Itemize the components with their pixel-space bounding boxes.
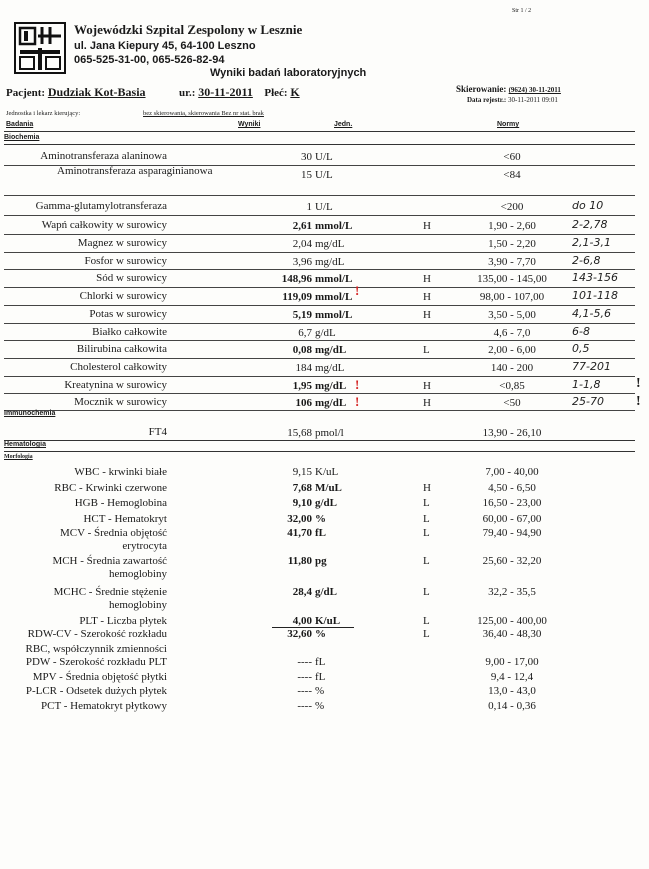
test-name: MCH - Średnia zawartość hemoglobiny: [52, 555, 167, 580]
test-norm: 125,00 - 400,00: [477, 615, 547, 627]
test-name: Aminotransferaza asparaginianowa: [57, 165, 213, 177]
handwritten-note: 2-6,8: [572, 254, 601, 267]
table-row: [0, 324, 649, 341]
test-name: RBC, współczynnik zmienności: [25, 643, 167, 655]
test-flag: H: [423, 309, 431, 321]
table-row: [0, 288, 649, 306]
test-name: P-LCR - Odsetek dużych płytek: [25, 685, 167, 697]
handwritten-note: 4,1-5,6: [572, 307, 611, 320]
test-unit: U/L: [315, 169, 333, 181]
test-result: 6,7: [298, 327, 312, 339]
header-divider: [4, 131, 635, 132]
test-result: ----: [297, 685, 312, 697]
test-name: MCV - Średnia objętość erytrocyta: [59, 527, 167, 552]
table-row: [0, 270, 649, 288]
table-row: [0, 148, 649, 166]
test-name: RDW-CV - Szerokość rozkładu: [27, 628, 167, 640]
handwritten-note: 2-2,78: [572, 218, 608, 231]
test-norm: 16,50 - 23,00: [482, 497, 542, 509]
test-norm: 7,00 - 40,00: [485, 466, 539, 478]
test-flag: L: [423, 344, 430, 356]
red-exclamation-mark: !: [355, 377, 360, 392]
test-name: PLT - Liczba płytek: [79, 615, 167, 627]
test-unit: g/dL: [315, 586, 338, 598]
black-exclamation-mark: !: [636, 376, 641, 391]
handwritten-note: 25-70: [572, 395, 604, 408]
test-unit: mg/dL: [315, 238, 345, 250]
test-result: 7,68: [292, 482, 312, 494]
test-flag: L: [423, 615, 430, 627]
divider: [4, 440, 635, 441]
handwritten-note: 1-1,8: [572, 378, 601, 391]
test-name: Wapń całkowity w surowicy: [41, 219, 167, 231]
test-flag: H: [423, 482, 431, 494]
handwritten-note: 143-156: [572, 271, 618, 284]
test-unit: %: [315, 628, 326, 640]
section-biochemistry: Biochemia: [4, 134, 40, 141]
table-row: [0, 235, 649, 253]
document-title: Wyniki badań laboratoryjnych: [210, 67, 367, 79]
column-header-results: Wyniki: [238, 121, 261, 128]
test-name: RBC - Krwinki czerwone: [54, 482, 167, 494]
test-result: 32,60: [287, 628, 312, 640]
test-name: MCHC - Średnie stężenie hemoglobiny: [53, 586, 167, 611]
test-name: Aminotransferaza alaninowa: [40, 150, 167, 162]
test-name: Chlorki w surowicy: [79, 290, 167, 302]
test-norm: 0,14 - 0,36: [488, 700, 536, 712]
column-header-units: Jedn.: [334, 121, 353, 128]
test-norm: 4,6 - 7,0: [493, 327, 531, 339]
column-header-norms: Normy: [497, 121, 520, 128]
test-unit: fL: [315, 527, 326, 539]
referring-unit-label: Jednostka i lekarz kierujący:: [6, 110, 81, 117]
registration-value: 30-11-2011 09:01: [508, 96, 558, 104]
registration-date: [467, 96, 558, 104]
column-header-tests: Badania: [6, 121, 34, 128]
test-flag: L: [423, 527, 430, 539]
test-norm: 25,60 - 32,20: [482, 555, 542, 567]
table-row: [0, 341, 649, 359]
test-name: MPV - Średnia objętość płytki: [32, 671, 167, 683]
test-unit: %: [315, 513, 326, 525]
hospital-address: ul. Jana Kiepury 45, 64-100 Leszno: [74, 40, 256, 52]
test-unit: mmol/L: [315, 309, 353, 321]
test-name: Kreatynina w surowicy: [64, 379, 167, 391]
red-exclamation-mark: !: [355, 394, 360, 409]
test-result: 30: [301, 151, 312, 163]
test-norm: 3,90 - 7,70: [488, 256, 536, 268]
red-exclamation-mark: !: [355, 283, 360, 298]
test-unit: mg/dL: [315, 397, 347, 409]
divider: [4, 144, 635, 145]
test-norm: 4,50 - 6,50: [488, 482, 536, 494]
test-norm: 9,4 - 12,4: [490, 671, 534, 683]
patient-sex: K: [290, 85, 300, 99]
dob-label: ur.:: [179, 87, 196, 99]
handwritten-note: 77-201: [572, 360, 611, 373]
test-flag: H: [423, 220, 431, 232]
test-name: Mocznik w surowicy: [74, 396, 167, 408]
handwritten-note: do 10: [572, 199, 604, 212]
test-result: 28,4: [292, 586, 312, 598]
page-number: Str 1 / 2: [512, 8, 532, 14]
table-row: [0, 217, 649, 235]
test-name: Fosfor w surowicy: [84, 255, 167, 267]
test-result: 2,04: [292, 238, 312, 250]
test-unit: U/L: [315, 151, 333, 163]
test-unit: g/dL: [315, 497, 338, 509]
table-row: [0, 306, 649, 324]
test-name: Cholesterol całkowity: [70, 361, 167, 373]
test-name: PDW - Szerokość rozkładu PLT: [25, 656, 167, 668]
test-name: Potas w surowicy: [89, 308, 167, 320]
test-unit: mg/dL: [315, 362, 345, 374]
test-unit: %: [315, 685, 325, 697]
test-result: ----: [297, 656, 312, 668]
test-result: 32,00: [287, 513, 312, 525]
test-norm: <200: [500, 201, 524, 213]
patient-name: Dudziak Kot-Basia: [47, 85, 146, 99]
test-name: Bilirubina całkowita: [76, 343, 167, 355]
test-name: Sód w surowicy: [96, 272, 167, 284]
sex-label: Płeć:: [264, 87, 288, 99]
test-result: 4,00: [292, 615, 312, 627]
test-norm: 9,00 - 17,00: [485, 656, 539, 668]
handwritten-note: 0,5: [572, 342, 590, 355]
patient-line: [6, 85, 300, 100]
test-norm: <84: [503, 169, 521, 181]
row-divider: [4, 195, 635, 196]
test-result: 15,68: [287, 427, 312, 439]
test-result: 9,15: [292, 466, 312, 478]
test-norm: 32,2 - 35,5: [488, 586, 536, 598]
test-unit: mg/dL: [315, 380, 347, 392]
test-flag: L: [423, 513, 430, 525]
test-result: 148,96: [281, 273, 312, 285]
test-norm: 2,00 - 6,00: [488, 344, 536, 356]
test-unit: pmol/l: [315, 427, 344, 439]
test-norm: 79,40 - 94,90: [482, 527, 542, 539]
test-name: PCT - Hematokryt płytkowy: [41, 700, 167, 712]
test-norm: 13,0 - 43,0: [488, 685, 536, 697]
test-unit: K/uL: [315, 466, 339, 478]
test-unit: mg/dL: [315, 344, 347, 356]
test-flag: H: [423, 397, 431, 409]
test-flag: H: [423, 380, 431, 392]
test-norm: <0,85: [499, 380, 525, 392]
test-flag: H: [423, 273, 431, 285]
test-unit: fL: [315, 656, 326, 668]
test-unit: mg/dL: [315, 256, 345, 268]
test-unit: K/uL: [315, 615, 341, 627]
test-unit: fL: [315, 671, 326, 683]
test-unit: M/uL: [315, 482, 342, 494]
test-name: Białko całkowite: [92, 326, 167, 338]
test-result: 11,80: [287, 555, 312, 567]
patient-dob: 30-11-2011: [198, 85, 253, 99]
test-result: 41,70: [287, 527, 312, 539]
test-result: 0,08: [292, 344, 312, 356]
test-norm: 13,90 - 26,10: [482, 427, 542, 439]
table-row: [0, 253, 649, 270]
test-norm: <50: [503, 397, 521, 409]
table-row: [0, 166, 649, 196]
row-divider: [4, 215, 635, 216]
divider: [4, 451, 635, 452]
section-immunochemistry: Immunochemia: [4, 410, 56, 417]
test-flag: H: [423, 291, 431, 303]
test-flag: L: [423, 628, 430, 640]
test-result: 184: [295, 362, 312, 374]
test-unit: %: [315, 700, 325, 712]
row-divider: [4, 410, 635, 411]
test-result: ----: [297, 700, 312, 712]
underline-mark: [272, 627, 354, 628]
referral-value: (9624) 30-11-2011: [508, 86, 561, 94]
test-name: Gamma-glutamylotransferaza: [35, 200, 167, 212]
test-norm: 1,50 - 2,20: [488, 238, 536, 250]
test-norm: 60,00 - 67,00: [482, 513, 542, 525]
test-norm: <60: [503, 151, 521, 163]
test-name: WBC - krwinki białe: [74, 466, 167, 478]
test-unit: mmol/L: [315, 291, 353, 303]
test-result: ----: [297, 671, 312, 683]
hospital-logo-icon: [14, 22, 66, 74]
referral-label: Skierowanie:: [456, 84, 507, 94]
black-exclamation-mark: !: [636, 394, 641, 409]
test-result: 1: [306, 201, 312, 213]
test-result: 106: [295, 397, 312, 409]
table-row: [0, 377, 649, 394]
table-row: [0, 394, 649, 411]
test-result: 1,95: [292, 380, 312, 392]
test-result: 15: [301, 169, 312, 181]
test-flag: L: [423, 555, 430, 567]
test-unit: U/L: [315, 201, 333, 213]
test-result: 3,96: [292, 256, 312, 268]
test-name: HCT - Hematokryt: [83, 513, 167, 525]
test-flag: L: [423, 586, 430, 598]
test-result: 2,61: [292, 220, 312, 232]
hospital-name: Wojewódzki Szpital Zespolony w Lesznie: [74, 22, 303, 37]
test-name: FT4: [148, 426, 167, 438]
test-norm: 135,00 - 145,00: [477, 273, 547, 285]
referral: [456, 84, 561, 94]
test-result: 9,10: [292, 497, 312, 509]
test-unit: pg: [315, 555, 327, 567]
test-unit: g/dL: [315, 327, 336, 339]
test-norm: 1,90 - 2,60: [488, 220, 536, 232]
test-name: Magnez w surowicy: [77, 237, 167, 249]
test-result: 119,09: [282, 291, 312, 303]
hospital-phone: 065-525-31-00, 065-526-82-94: [74, 54, 225, 66]
table-row: [0, 359, 649, 377]
section-hematology: Hematologia: [4, 441, 47, 448]
test-norm: 3,50 - 5,00: [488, 309, 536, 321]
test-norm: 36,40 - 48,30: [482, 628, 542, 640]
test-unit: mmol/L: [315, 220, 353, 232]
test-norm: 140 - 200: [490, 362, 534, 374]
test-result: 5,19: [292, 309, 312, 321]
handwritten-note: 6-8: [572, 325, 590, 338]
handwritten-note: 2,1-3,1: [572, 236, 611, 249]
section-morphology: Morfologia: [4, 454, 33, 460]
patient-label: Pacjent:: [6, 87, 46, 99]
registration-label: Data rejestr.:: [467, 96, 507, 104]
test-unit: mmol/L: [315, 273, 353, 285]
table-row: [0, 198, 649, 216]
test-name: HGB - Hemoglobina: [74, 497, 167, 509]
handwritten-note: 101-118: [572, 289, 618, 302]
test-flag: L: [423, 497, 430, 509]
test-norm: 98,00 - 107,00: [479, 291, 545, 303]
referring-unit-value: bez skierowania, skierowania Bez nr stat. brak: [143, 110, 264, 117]
